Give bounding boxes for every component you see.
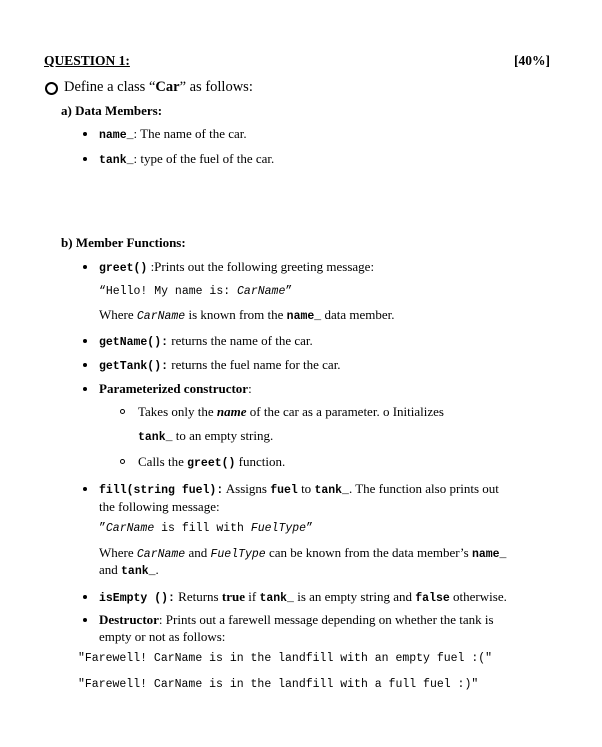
bullet-icon xyxy=(83,132,87,136)
intro-line: Define a class “Car” as follows: xyxy=(64,79,253,95)
dtor-message-empty: "Farewell! CarName is in the landfill with an empty fuel :(" xyxy=(78,652,493,665)
greet-message: “Hello! My name is: CarName” xyxy=(99,285,293,298)
bullet-icon xyxy=(83,363,87,367)
fill-message: ”CarName is fill with FuelType” xyxy=(99,522,313,535)
getname-line: getName(): returns the name of the car. xyxy=(99,333,313,349)
fill-where-line2: and tank_. xyxy=(99,562,159,578)
circle-bullet-icon xyxy=(45,82,58,95)
gettank-line: getTank(): returns the fuel name for the car. xyxy=(99,357,341,373)
fill-line2: the following message: xyxy=(99,499,220,514)
section-a-title: a) Data Members: xyxy=(61,103,163,118)
greet-where: Where CarName is known from the name_ data member. xyxy=(99,307,395,323)
bullet-icon xyxy=(83,157,87,161)
bullet-icon xyxy=(83,487,87,491)
ctor-sub2: Calls the greet() function. xyxy=(138,454,286,470)
dtor-line2: empty or not as follows: xyxy=(99,629,226,644)
bullet-icon xyxy=(83,595,87,599)
ctor-title: Parameterized constructor: xyxy=(99,381,252,396)
greet-line: greet() :Prints out the following greeting message: xyxy=(99,259,375,275)
hollow-bullet-icon xyxy=(120,409,125,414)
bullet-icon xyxy=(83,387,87,391)
bullet-icon xyxy=(83,265,87,269)
hollow-bullet-icon xyxy=(120,459,125,464)
ctor-sub1-line2: tank_ to an empty string. xyxy=(138,428,274,444)
bullet-icon xyxy=(83,339,87,343)
fill-where: Where CarName and FuelType can be known from the data member’s name_ xyxy=(99,545,507,561)
isempty-line: isEmpty (): Returns true if tank_ is an empty string and false otherwise. xyxy=(99,589,507,605)
dtor-line: Destructor: Prints out a farewell message depending on whether the tank is xyxy=(99,612,494,627)
data-member-name: name_: The name of the car. xyxy=(99,126,247,142)
ctor-sub1: Takes only the name of the car as a parameter. o Initializes xyxy=(138,404,444,419)
dtor-message-full: "Farewell! CarName is in the landfill with a full fuel :)" xyxy=(78,678,479,691)
fill-line: fill(string fuel): Assigns fuel to tank_. The function also prints out xyxy=(99,481,499,497)
bullet-icon xyxy=(83,618,87,622)
question-weight: [40%] xyxy=(514,53,550,68)
question-title: QUESTION 1: xyxy=(44,53,130,68)
section-b-title: b) Member Functions: xyxy=(61,235,186,250)
data-member-tank: tank_: type of the fuel of the car. xyxy=(99,151,275,167)
